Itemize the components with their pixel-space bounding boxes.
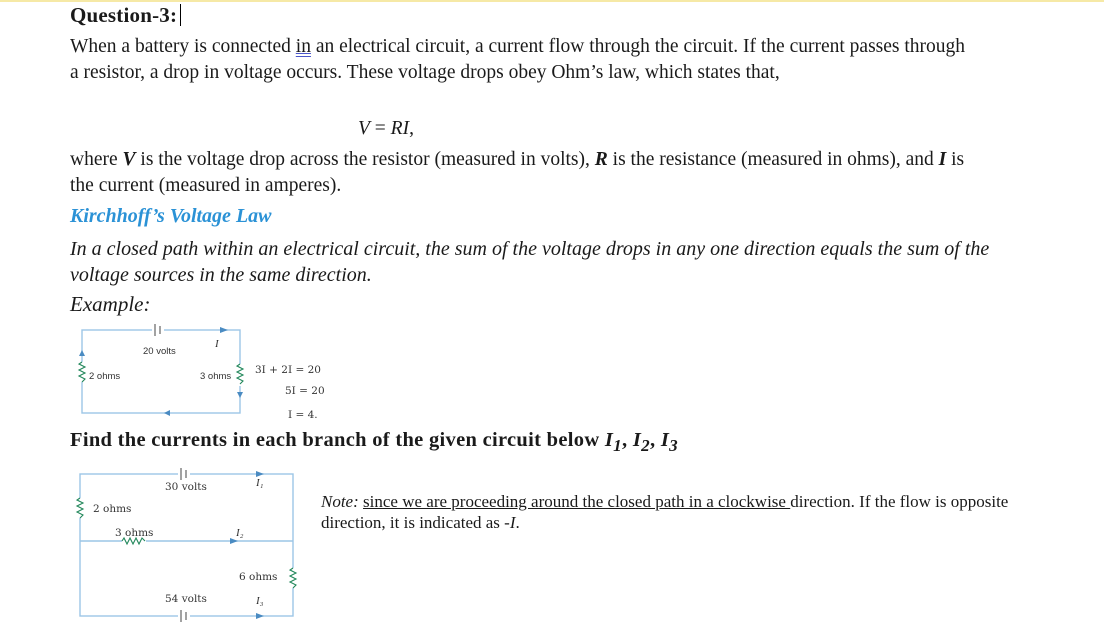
- task-var-i3: [660, 429, 678, 456]
- intro-text-a: When a battery is connected: [70, 36, 296, 57]
- grammar-flag-word[interactable]: in: [295, 36, 311, 57]
- example-current-label: I: [215, 338, 219, 350]
- task-sep-1: ,: [621, 429, 633, 451]
- question-title-text: Question-3:: [70, 3, 178, 27]
- task-var-i1-letter: I: [604, 429, 614, 451]
- task-var-i1-sub: 1: [613, 436, 622, 456]
- task-var-i2-sub: 2: [641, 436, 650, 456]
- example-right-resistor-label: 3 ohms: [200, 371, 232, 382]
- eq-end: ,: [409, 118, 414, 139]
- task-circuit: [70, 462, 310, 632]
- note-rest: direction. If the flow is opposite direction, it is indicated as -: [321, 492, 1009, 532]
- task-var-i2: [632, 429, 650, 456]
- eq-ri: RI: [390, 118, 410, 139]
- eq-v: V: [358, 118, 370, 139]
- example-label: Example:: [70, 292, 151, 316]
- ohms-law-equation: [358, 118, 414, 140]
- example-solution-2: 5I = 20: [285, 385, 325, 397]
- eq-sign: =: [369, 118, 391, 139]
- task-prefix: Find the currents in each branch of the given circuit below: [70, 429, 605, 451]
- example-current-arrow: [220, 327, 228, 333]
- def-a: where: [70, 149, 123, 170]
- note-label: Note:: [321, 492, 359, 511]
- example-bottom-arrow: [164, 410, 170, 416]
- kirchhoff-statement: In a closed path within an electrical circuit, the sum of the voltage drops in any one direction equals the sum of the voltage sources in the same direction.: [70, 238, 990, 286]
- note-underlined: since we are proceeding around the closed path in a clockwise: [363, 492, 791, 511]
- top-border: [0, 0, 1104, 2]
- example-left-resistor-label: 2 ohms: [89, 371, 121, 382]
- task-sep-2: ,: [649, 429, 661, 451]
- task-i3-label: I₃: [256, 595, 264, 607]
- def-b: is the voltage drop across the resistor (measured in volts),: [135, 149, 595, 170]
- task-var-i2-letter: I: [632, 429, 642, 451]
- example-battery-gap: [152, 324, 164, 336]
- def-r: R: [594, 149, 608, 170]
- task-top-battery-label: 30 volts: [165, 481, 207, 493]
- example-solution-1: 3I + 2I = 20: [255, 364, 321, 376]
- note-var: I: [509, 513, 516, 532]
- task-heading: [70, 429, 678, 456]
- task-bottom-battery-gap: [178, 610, 190, 622]
- def-i: I: [938, 149, 947, 170]
- task-top-battery-gap: [178, 468, 190, 480]
- def-c: is the resistance (measured in ohms), and: [607, 149, 939, 170]
- note-end: .: [515, 513, 520, 532]
- task-bottom-battery-label: 54 volts: [165, 593, 207, 605]
- def-v: V: [122, 149, 136, 170]
- example-circuit: [70, 318, 370, 428]
- task-left-resistor-label: 2 ohms: [93, 503, 132, 515]
- task-var-i3-letter: I: [660, 429, 670, 451]
- task-var-i1: [604, 429, 622, 456]
- task-middle-resistor-label: 3 ohms: [115, 527, 154, 539]
- text-cursor: [180, 4, 181, 26]
- example-solution-3: I = 4.: [288, 409, 318, 421]
- note-paragraph: [321, 491, 1021, 533]
- task-i1-label: I₁: [256, 477, 264, 489]
- example-right-arrow: [237, 392, 243, 398]
- kirchhoff-heading: Kirchhoff’s Voltage Law: [70, 205, 272, 227]
- definitions-paragraph: [70, 147, 970, 199]
- def-d: is the current (measured in amperes).: [70, 149, 965, 196]
- task-var-i3-sub: 3: [669, 436, 678, 456]
- example-left-arrow: [79, 350, 85, 356]
- question-title: [70, 3, 181, 28]
- example-battery-label: 20 volts: [143, 346, 176, 357]
- intro-text-b: an electrical circuit, a current flow through the circuit. If the current passes through a resistor, a drop in voltage occurs. These voltage drops obey Ohm’s law, which states that,: [70, 36, 966, 83]
- task-right-resistor-label: 6 ohms: [239, 571, 278, 583]
- task-i2-label: I₂: [236, 527, 244, 539]
- task-i3-arrow: [256, 613, 264, 619]
- intro-paragraph: [70, 34, 970, 86]
